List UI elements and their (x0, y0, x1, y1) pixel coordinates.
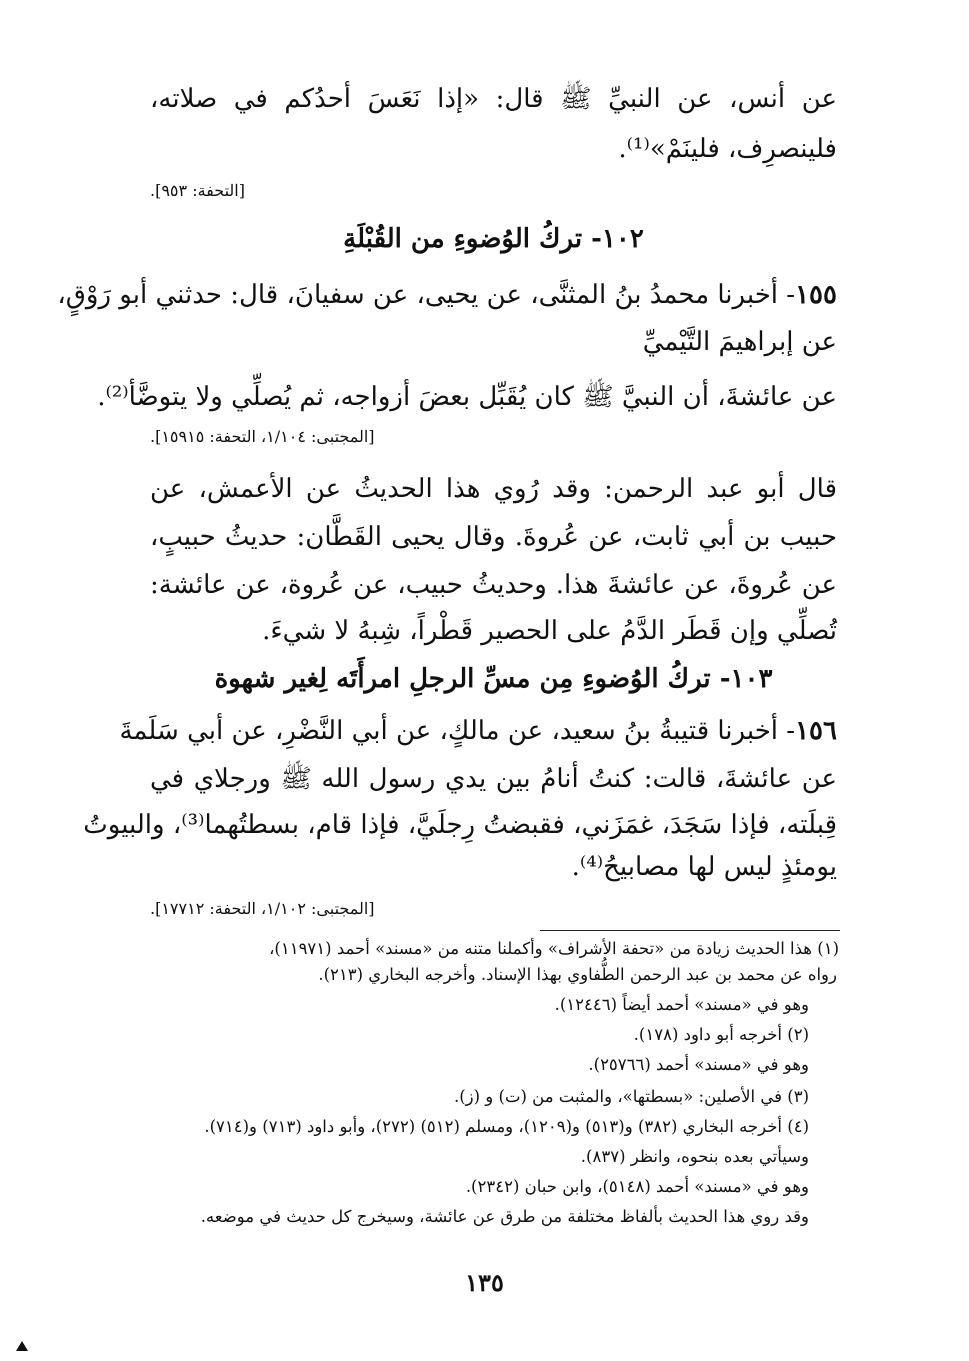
text-line: فلينصرِف، فلينَمْ»⁽¹⁾. (618, 134, 837, 164)
text-line: يومئذٍ ليس لها مصابيحُ⁽⁴⁾. (571, 852, 837, 882)
text-line: عن عائشةَ، أن النبيَّ ﷺ كان يُقَبِّل بعضَ أزواجه، ثم يُصلِّي ولا يتوضَّأ⁽²⁾. (97, 382, 837, 412)
chapter-heading: ١٠٢- تركُ الوُضوءِ من القُبْلَةِ (343, 224, 644, 254)
footnote-line: (٣) في الأصلين: «بسطتها»، والمثبت من (ت) و (ز). (453, 1087, 809, 1106)
source-reference: [التحفة: ٩٥٣]. (150, 181, 245, 200)
footnote-line: وهو في «مسند» أحمد (٥١٤٨)، وابن حبان (٢٣٤٢). (465, 1177, 809, 1196)
footnote-line: وهو في «مسند» أحمد (٢٥٧٦٦). (588, 1055, 809, 1074)
text-line: عن عُروةَ، عن عائشةَ هذا. وحديثُ حبيب، عن عُروة، عن عائشة: (150, 570, 837, 600)
hadith-number: ١٥٥ (795, 280, 837, 310)
hadith-chain: - أخبرنا قتيبةُ بنُ سعيد، عن مالكٍ، عن أبي النَّضْرِ، عن أبي سَلَمةَ (119, 716, 796, 746)
text-line: تُصلِّي وإن قَطَر الدَّمُ على الحصير قَطْراً، شِبهُ لا شيءَ. (262, 616, 837, 646)
text-line: عن أنس، عن النبيِّ ﷺ قال: «إذا نَعَسَ أحدُكم في صلاته، (150, 84, 837, 114)
hadith-chain: - أخبرنا محمدُ بنُ المثنَّى، عن يحيى، عن سفيانَ، قال: حدثني أبو رَوْقٍ، (57, 280, 796, 310)
page-number: ١٣٥ (465, 1268, 504, 1297)
hadith-line (57, 278, 837, 312)
footnote-line: (٢) أخرجه أبو داود (١٧٨). (633, 1025, 809, 1044)
footnote-line: وسيأتي بعده بنحوه، وانظر (٨٣٧). (580, 1147, 809, 1166)
corner-arrow-icon (16, 1341, 28, 1351)
hadith-line (119, 714, 837, 748)
text-line: قال أبو عبد الرحمن: وقد رُوي هذا الحديثُ عن الأعمش، عن (150, 474, 837, 504)
hadith-number: ١٥٦ (795, 716, 837, 746)
footnote-line: رواه عن محمد بن عبد الرحمن الطُّفاوي بهذا الإسناد. وأخرجه البخاري (٢١٣). (318, 965, 837, 984)
footnote-line: وهو في «مسند» أحمد أيضاً (١٢٤٤٦). (554, 995, 809, 1014)
chapter-heading: ١٠٣- تركُ الوُضوءِ مِن مسِّ الرجلِ امرأَتَه لِغير شهوة (214, 664, 773, 694)
text-line: قِبلَته، فإذا سَجَدَ، غمَزَني، فقبضتُ رِجلَيَّ، فإذا قام، بسطتُهما⁽³⁾، والبيوتُ (83, 810, 837, 840)
footnote-line: وقد روي هذا الحديث بألفاظ مختلفة من طرق عن عائشة، وسيخرج كل حديث في موضعه. (200, 1207, 809, 1226)
footnote-separator (540, 930, 840, 931)
text-line: عن إبراهيمَ التَّيْميِّ (642, 327, 837, 357)
footnote-line: (٤) أخرجه البخاري (٣٨٢) و(٥١٣) و(١٢٠٩)، ومسلم (٥١٢) (٢٧٢)، وأبو داود (٧١٣) و(٧١٤). (204, 1117, 809, 1136)
footnote-line: (١) هذا الحديث زيادة من «تحفة الأشراف» وأكملنا متنه من «مسند» أحمد (١١٩٧١)، (269, 939, 839, 958)
source-reference: [المجتبى: ١/١٠٤، التحفة: ١٥٩١٥]. (150, 427, 375, 446)
text-line: عن عائشةَ، قالت: كنتُ أنامُ بين يدي رسول الله ﷺ ورجلاي في (150, 764, 837, 794)
text-line: حبيب بن أبي ثابت، عن عُروةَ. وقال يحيى القَطَّان: حديثُ حبيبٍ، (150, 522, 837, 552)
source-reference: [المجتبى: ١/١٠٢، التحفة: ١٧٧١٢]. (150, 899, 375, 918)
